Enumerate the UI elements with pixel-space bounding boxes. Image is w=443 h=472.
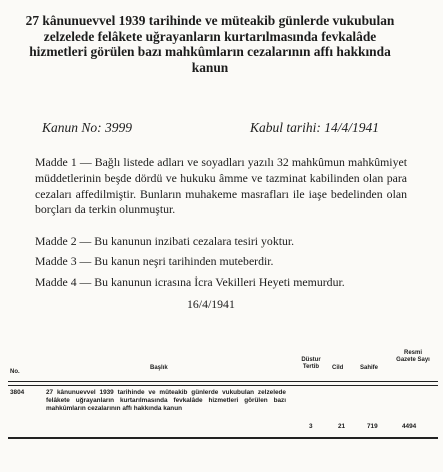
- header-cilt: Cild: [332, 365, 344, 371]
- adoption-date: Kabul tarihi: 14/4/1941: [250, 120, 380, 135]
- table-header-rule: [8, 381, 438, 386]
- header-gazete: Resmi Gazete Sayı: [396, 350, 430, 363]
- row-no: 3804: [10, 389, 25, 396]
- law-number: Kanun No: 3999: [42, 120, 133, 135]
- header-dustur: Düstur Tertib: [301, 357, 321, 370]
- article-4: Madde 4 — Bu kanunun icrasına İcra Vekilleri Heyeti memurdur.: [35, 275, 345, 289]
- article-2: Madde 2 — Bu kanunun inzibati cezalara tesiri yoktur.: [35, 234, 295, 248]
- article-3: Madde 3 — Bu kanun neşri tarihinden muteberdir.: [35, 254, 274, 268]
- row-cilt: 21: [338, 423, 346, 430]
- header-sahife: Sahife: [360, 365, 379, 371]
- article-1: Madde 1 — Bağlı listede adları ve soyadları yazılı 32 mahkûmun mahkûmiyet müddetlerinin beşde dördü ve hukuku âmme ve tazminat kabilinden olan para cezaları affedilmiştir. Bunların muhakeme masrafları ile iaşe bedelinden olan borçları da terkin olunmuştur.: [35, 155, 407, 217]
- row-sahife: 719: [367, 423, 378, 430]
- law-title: 27 kânunuevvel 1939 tarihinde ve müteakib günlerde vukubulan zelzelede felâkete uğrayanların kurtarılmasında fevkalâde hizmetleri görülen bazı mahkûmların cezalarının affı hakkında kanun: [25, 13, 395, 75]
- row-dustur: 3: [309, 423, 313, 430]
- enactment-date: 16/4/1941: [187, 297, 235, 311]
- header-title: Başlık: [150, 365, 168, 371]
- table-bottom-rule: [8, 437, 438, 439]
- row-title: 27 kânunuevvel 1939 tarihinde ve müteakib günlerde vukubulan zelzelede felâkete uğrayanların kurtarılmasında fevkalâde hizmetleri görülen bazı mahkûmların cezalarının affı hakkında kanun: [46, 389, 286, 412]
- row-gazete: 4494: [402, 423, 417, 430]
- header-no: No.: [10, 369, 20, 375]
